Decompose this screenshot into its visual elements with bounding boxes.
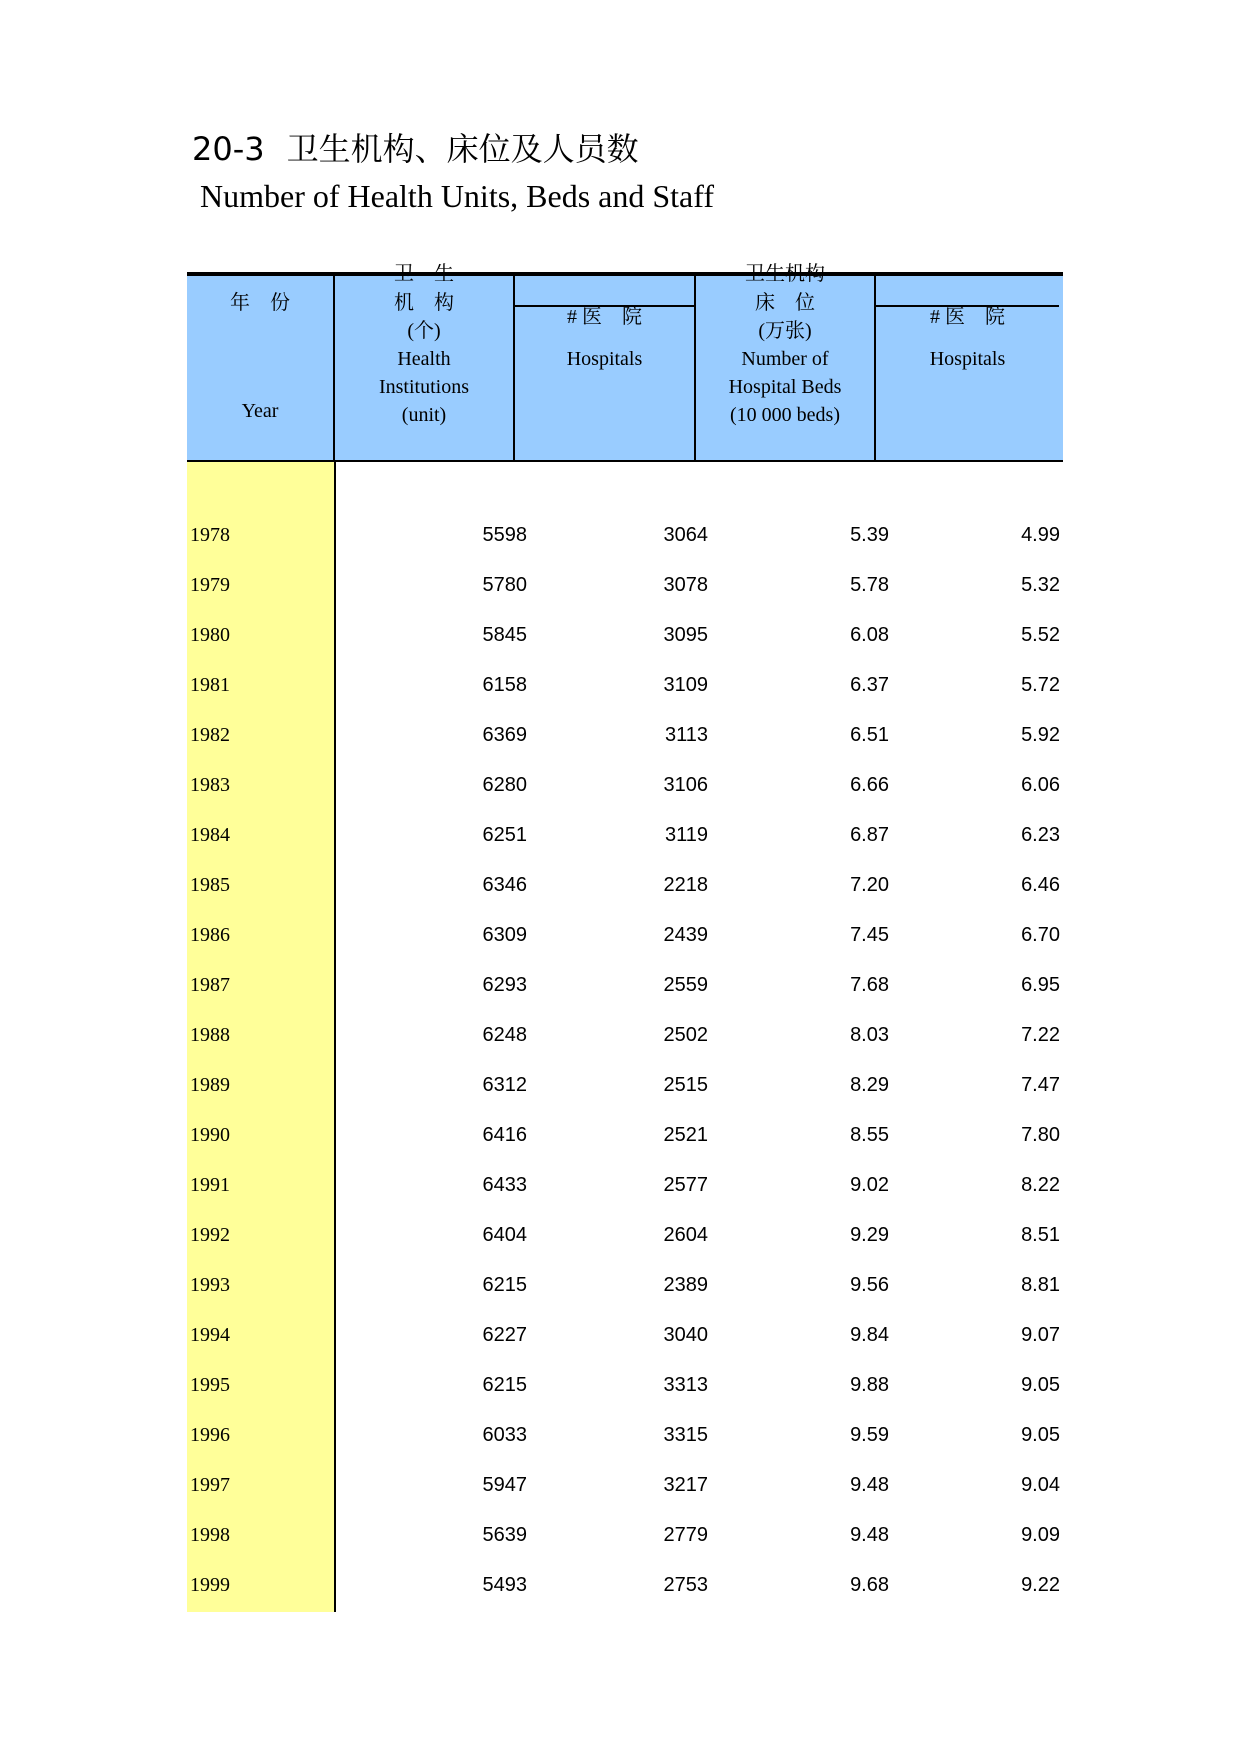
header-hospital-beds-en: Hospitals	[929, 348, 1006, 370]
cell-institutions: 6293	[482, 974, 527, 996]
cell-institutions: 6158	[482, 674, 527, 696]
header-beds-unit-en: (10 000 beds)	[730, 404, 840, 426]
cell-year: 1989	[190, 1074, 230, 1096]
cell-hospital-beds: 5.72	[1021, 674, 1060, 696]
cell-hospitals: 2559	[663, 974, 708, 996]
cell-year: 1996	[190, 1424, 230, 1446]
cell-hospitals: 3119	[664, 824, 708, 846]
table-row	[187, 760, 1063, 810]
cell-year: 1982	[190, 724, 230, 746]
cell-institutions: 5598	[482, 524, 527, 546]
cell-hospital-beds: 9.09	[1021, 1524, 1060, 1546]
cell-institutions: 6251	[482, 824, 527, 846]
cell-year: 1999	[190, 1574, 230, 1596]
table-row	[187, 1110, 1063, 1160]
cell-beds: 8.55	[850, 1124, 889, 1146]
header-institutions-cn2: 机 构	[394, 292, 454, 314]
cell-year: 1985	[190, 874, 230, 896]
header-institutions-en2: Institutions	[378, 376, 469, 398]
table-row	[187, 1560, 1063, 1610]
cell-year: 1991	[190, 1174, 230, 1196]
cell-institutions: 6215	[482, 1374, 527, 1396]
cell-beds: 9.59	[850, 1424, 889, 1446]
cell-beds: 8.29	[850, 1074, 889, 1096]
table-row	[187, 1010, 1063, 1060]
cell-year: 1987	[190, 974, 230, 996]
header-beds-unit-cn: (万张)	[758, 320, 812, 342]
cell-hospital-beds: 9.07	[1021, 1324, 1060, 1346]
cell-institutions: 5639	[482, 1524, 527, 1546]
cell-institutions: 6312	[482, 1074, 527, 1096]
cell-hospital-beds: 7.22	[1021, 1024, 1060, 1046]
cell-hospital-beds: 6.70	[1021, 924, 1060, 946]
cell-year: 1998	[190, 1524, 230, 1546]
cell-year: 1978	[190, 524, 230, 546]
cell-hospital-beds: 6.06	[1021, 774, 1060, 796]
table-row	[187, 1360, 1063, 1410]
cell-hospitals: 3315	[663, 1424, 708, 1446]
header-hospital-beds-cn: # 医 院	[930, 306, 1005, 328]
cell-year: 1993	[190, 1274, 230, 1296]
cell-hospital-beds: 7.47	[1021, 1074, 1060, 1096]
header-year-en: Year	[241, 400, 279, 422]
table-row	[187, 560, 1063, 610]
cell-hospital-beds: 5.92	[1021, 724, 1060, 746]
cell-hospitals: 2218	[663, 874, 708, 896]
cell-institutions: 5845	[482, 624, 527, 646]
table-row	[187, 510, 1063, 560]
header-beds-en2: Hospital Beds	[728, 376, 842, 398]
cell-hospitals: 2439	[663, 924, 708, 946]
cell-institutions: 6227	[482, 1324, 527, 1346]
cell-hospital-beds: 9.05	[1021, 1374, 1060, 1396]
cell-institutions: 6280	[482, 774, 527, 796]
table-row	[187, 960, 1063, 1010]
cell-beds: 7.45	[850, 924, 889, 946]
cell-year: 1992	[190, 1224, 230, 1246]
table-row	[187, 660, 1063, 710]
cell-beds: 9.48	[850, 1474, 889, 1496]
cell-hospital-beds: 7.80	[1021, 1124, 1060, 1146]
cell-year: 1997	[190, 1474, 230, 1496]
table-row	[187, 810, 1063, 860]
table-row	[187, 1260, 1063, 1310]
table-row	[187, 1310, 1063, 1360]
cell-beds: 5.39	[850, 524, 889, 546]
cell-beds: 5.78	[850, 574, 889, 596]
header-beds-cn: 床 位	[755, 292, 815, 314]
cell-beds: 6.51	[850, 724, 889, 746]
cell-beds: 9.84	[850, 1324, 889, 1346]
header-institutions-cn1: 卫 生	[394, 263, 454, 285]
cell-hospitals: 3040	[663, 1324, 708, 1346]
cell-year: 1988	[190, 1024, 230, 1046]
table-row	[187, 860, 1063, 910]
cell-year: 1983	[190, 774, 230, 796]
table-row	[187, 1410, 1063, 1460]
cell-hospital-beds: 8.51	[1021, 1224, 1060, 1246]
cell-institutions: 6433	[482, 1174, 527, 1196]
page-title-cn	[192, 124, 639, 170]
header-institutions-en1: Health	[397, 348, 451, 370]
cell-beds: 6.37	[850, 674, 889, 696]
title-cn-text: 卫生机构、床位及人员数	[286, 130, 639, 168]
cell-hospital-beds: 9.04	[1021, 1474, 1060, 1496]
cell-institutions: 5947	[482, 1474, 527, 1496]
cell-institutions: 6346	[482, 874, 527, 896]
cell-institutions: 6416	[482, 1124, 527, 1146]
cell-hospitals: 2577	[663, 1174, 708, 1196]
table-row	[187, 910, 1063, 960]
cell-institutions: 5780	[482, 574, 527, 596]
cell-hospital-beds: 4.99	[1021, 524, 1060, 546]
cell-hospitals: 2753	[663, 1574, 708, 1596]
cell-hospital-beds: 8.81	[1021, 1274, 1060, 1296]
cell-beds: 7.20	[850, 874, 889, 896]
cell-hospitals: 2521	[663, 1124, 708, 1146]
cell-year: 1980	[190, 624, 230, 646]
cell-hospital-beds: 5.32	[1021, 574, 1060, 596]
cell-year: 1994	[190, 1324, 230, 1346]
cell-beds: 9.29	[850, 1224, 889, 1246]
cell-institutions: 6369	[482, 724, 527, 746]
cell-institutions: 5493	[482, 1574, 527, 1596]
table-row	[187, 1160, 1063, 1210]
cell-year: 1979	[190, 574, 230, 596]
cell-beds: 6.08	[850, 624, 889, 646]
cell-hospital-beds: 9.05	[1021, 1424, 1060, 1446]
cell-beds: 9.48	[850, 1524, 889, 1546]
cell-beds: 8.03	[850, 1024, 889, 1046]
header-year-cn: 年 份	[230, 292, 290, 314]
cell-year: 1986	[190, 924, 230, 946]
cell-beds: 7.68	[850, 974, 889, 996]
cell-hospitals: 3106	[663, 774, 708, 796]
table-body	[187, 510, 1063, 1610]
cell-institutions: 6309	[482, 924, 527, 946]
cell-hospitals: 3078	[663, 574, 708, 596]
cell-beds: 6.87	[850, 824, 889, 846]
cell-hospitals: 2779	[663, 1524, 708, 1546]
cell-beds: 9.88	[850, 1374, 889, 1396]
page-title-en: Number of Health Units, Beds and Staff	[200, 178, 714, 214]
header-beds-group-cn: 卫生机构	[745, 263, 825, 285]
table-row	[187, 1210, 1063, 1260]
cell-beds: 9.56	[850, 1274, 889, 1296]
table-row	[187, 1510, 1063, 1560]
cell-hospitals: 2515	[663, 1074, 708, 1096]
header-institutions-unit-cn: (个)	[407, 320, 441, 342]
cell-year: 1984	[190, 824, 230, 846]
cell-hospitals: 2604	[663, 1224, 708, 1246]
cell-hospitals: 3313	[663, 1374, 708, 1396]
cell-hospitals: 2502	[663, 1024, 708, 1046]
header-hospitals-en: Hospitals	[566, 348, 643, 370]
cell-beds: 6.66	[850, 774, 889, 796]
table-row	[187, 1460, 1063, 1510]
cell-hospitals: 2389	[663, 1274, 708, 1296]
cell-hospitals: 3217	[663, 1474, 708, 1496]
header-institutions-unit-en: (unit)	[401, 404, 447, 426]
cell-hospital-beds: 9.22	[1021, 1574, 1060, 1596]
cell-hospital-beds: 6.95	[1021, 974, 1060, 996]
table-row	[187, 1060, 1063, 1110]
cell-hospitals: 3064	[663, 524, 708, 546]
cell-year: 1990	[190, 1124, 230, 1146]
cell-institutions: 6404	[482, 1224, 527, 1246]
cell-year: 1981	[190, 674, 230, 696]
table-header	[187, 263, 1063, 462]
cell-hospital-beds: 8.22	[1021, 1174, 1060, 1196]
cell-hospitals: 3113	[664, 724, 708, 746]
cell-institutions: 6248	[482, 1024, 527, 1046]
cell-hospital-beds: 6.46	[1021, 874, 1060, 896]
cell-hospital-beds: 6.23	[1021, 824, 1060, 846]
table-number: 20-3	[192, 130, 265, 168]
cell-beds: 9.68	[850, 1574, 889, 1596]
cell-hospital-beds: 5.52	[1021, 624, 1060, 646]
cell-hospitals: 3095	[663, 624, 708, 646]
header-hospitals-cn: # 医 院	[567, 306, 642, 328]
cell-institutions: 6215	[482, 1274, 527, 1296]
header-beds-en1: Number of	[741, 348, 829, 370]
cell-hospitals: 3109	[663, 674, 708, 696]
cell-institutions: 6033	[482, 1424, 527, 1446]
table-row	[187, 710, 1063, 760]
cell-beds: 9.02	[850, 1174, 889, 1196]
cell-year: 1995	[190, 1374, 230, 1396]
table-row	[187, 610, 1063, 660]
